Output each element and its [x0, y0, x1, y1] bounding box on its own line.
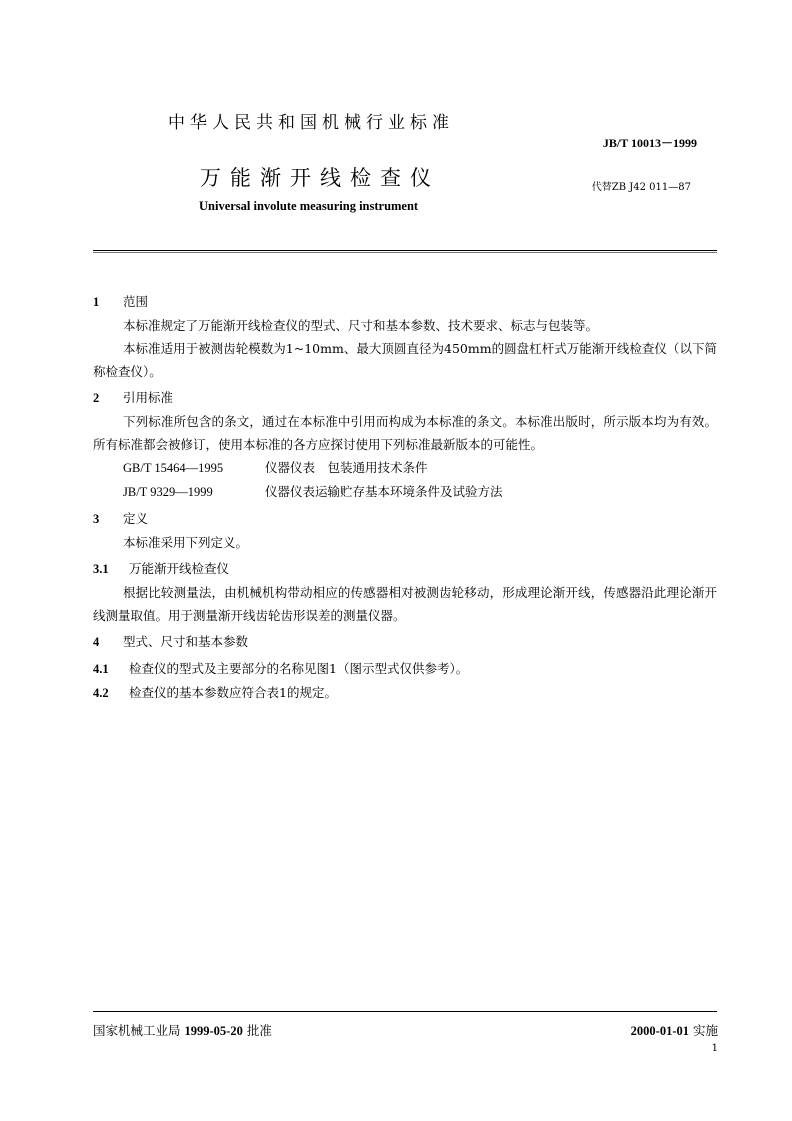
clause-text: 检查仪的基本参数应符合表1的规定。	[129, 685, 337, 700]
implementation-date: 2000-01-01	[630, 1024, 689, 1038]
page-number: 1	[711, 1043, 718, 1054]
standard-title-cn: 万能渐开线检查仪	[200, 166, 440, 190]
clause-4-1	[93, 657, 717, 681]
issuer-line	[93, 1021, 272, 1039]
paragraph: 根据比较测量法，由机械机构带动相应的传感器相对被测齿轮移动，形成理论渐开线，传感器沿此理论渐开线测量取值。用于测量渐开线齿轮齿形误差的测量仪器。	[93, 585, 717, 623]
reference-item	[93, 456, 717, 480]
section-number: 3	[93, 512, 100, 526]
section-heading-4	[93, 630, 717, 654]
clause-number: 4.2	[93, 686, 109, 700]
clause-text: 检查仪的型式及主要部分的名称见图1（图示型式仅供参考）。	[129, 661, 469, 676]
implementation-label: 实施	[692, 1023, 718, 1038]
section-number: 1	[93, 295, 100, 309]
section-heading-2	[93, 386, 717, 410]
issue-approved: 批准	[246, 1023, 272, 1038]
header-divider	[93, 250, 717, 253]
issue-date: 1999-05-20	[184, 1024, 243, 1038]
paragraph: 本标准适用于被测齿轮模数为1~10mm、最大顶圆直径为450mm的圆盘杠杆式万能渐开线检查仪（以下简称检查仪）。	[93, 341, 717, 379]
implementation-line	[631, 1021, 718, 1039]
clause-number: 4.1	[93, 662, 109, 676]
section-heading-1	[93, 290, 717, 314]
standard-number: JB/T 10013－1999	[602, 136, 697, 150]
subsection-heading-3-1	[93, 557, 717, 581]
section-title: 型式、尺寸和基本参数	[123, 634, 249, 649]
reference-code: GB/T 15464—1995	[123, 461, 224, 475]
subsection-number: 3.1	[93, 562, 109, 576]
reference-title: 仪器仪表 包装通用技术条件	[265, 460, 428, 475]
issuer-name: 国家机械工业局	[93, 1023, 181, 1038]
reference-item	[93, 480, 717, 504]
reference-code: JB/T 9329—1999	[123, 485, 213, 499]
paragraph: 下列标准所包含的条文，通过在本标准中引用而构成为本标准的条文。本标准出版时，所示版本均为有效。所有标准都会被修订，使用本标准的各方应探讨使用下列标准最新版本的可能性。	[93, 414, 717, 452]
section-title: 定义	[123, 511, 149, 526]
section-heading-3	[93, 507, 717, 531]
subsection-title: 万能渐开线检查仪	[129, 561, 230, 576]
standard-title-en: Universal involute measuring instrument	[199, 199, 419, 213]
reference-title: 仪器仪表运输贮存基本环境条件及试验方法	[265, 484, 503, 499]
paragraph: 本标准采用下列定义。	[123, 535, 249, 550]
document-body	[93, 287, 717, 705]
org-title: 中华人民共和国机械行业标准	[168, 113, 454, 133]
footer-divider	[93, 1011, 717, 1012]
replaces-note: 代替ZB J42 011—87	[591, 182, 691, 193]
section-number: 2	[93, 391, 100, 405]
clause-4-2	[93, 681, 717, 705]
section-title: 范围	[123, 294, 149, 309]
paragraph: 本标准规定了万能渐开线检查仪的型式、尺寸和基本参数、技术要求、标志与包装等。	[123, 318, 599, 333]
section-title: 引用标准	[123, 390, 174, 405]
section-number: 4	[93, 635, 100, 649]
